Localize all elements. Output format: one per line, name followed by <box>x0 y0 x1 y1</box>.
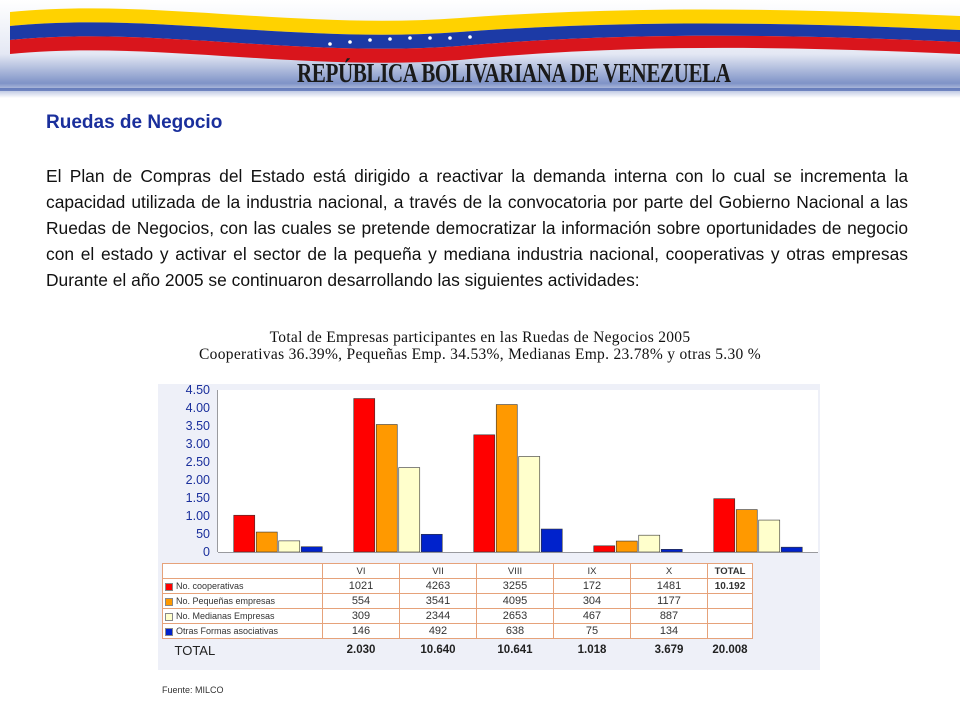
table-cell: 554 <box>323 594 400 609</box>
bar-red-X <box>714 499 735 552</box>
table-row-total <box>708 594 753 609</box>
bar-red-VII <box>354 399 375 552</box>
table-cell: 134 <box>631 624 708 639</box>
total-row-label: TOTAL <box>163 639 323 662</box>
column-total: 10.640 <box>400 639 477 662</box>
section-heading: Ruedas de Negocio <box>46 112 223 133</box>
table-cell: 2653 <box>477 609 554 624</box>
y-tick-label: 4.00 <box>185 401 210 415</box>
table-row-total <box>708 624 753 639</box>
bar-blue-VIII <box>541 529 562 552</box>
y-tick-label: 2.50 <box>185 455 210 469</box>
table-header-cell: X <box>631 564 708 579</box>
column-total: 3.679 <box>631 639 708 662</box>
y-tick-label: 0 <box>203 545 210 559</box>
table-cell: 467 <box>554 609 631 624</box>
table-header-cell: VII <box>400 564 477 579</box>
table-header-row <box>163 564 753 579</box>
table-row <box>163 624 753 639</box>
bar-orange-VI <box>256 532 277 552</box>
bar-chart <box>158 384 820 564</box>
table-header-cell: IX <box>554 564 631 579</box>
table-cell: 1021 <box>323 579 400 594</box>
bar-blue-VI <box>301 547 322 552</box>
bar-cream-X <box>759 520 780 552</box>
table-cell: 887 <box>631 609 708 624</box>
bar-cream-VI <box>279 541 300 552</box>
bar-orange-VIII <box>496 405 517 552</box>
table-cell: 146 <box>323 624 400 639</box>
y-tick-label: 4.50 <box>185 384 210 397</box>
table-row-total: 10.192 <box>708 579 753 594</box>
series-name: No. Pequeñas empresas <box>176 596 276 606</box>
series-label <box>163 609 323 624</box>
legend-swatch-orange <box>165 598 173 606</box>
source-note: Fuente: MILCO <box>162 685 224 695</box>
flag-banner <box>0 0 960 98</box>
bar-cream-VIII <box>519 456 540 552</box>
table-cell: 4263 <box>400 579 477 594</box>
y-tick-label: 3.50 <box>185 419 210 433</box>
column-total: 10.641 <box>477 639 554 662</box>
column-total: 2.030 <box>323 639 400 662</box>
table-cell: 3541 <box>400 594 477 609</box>
legend-swatch-red <box>165 583 173 591</box>
table-header-cell: VI <box>323 564 400 579</box>
series-name: Otras Formas asociativas <box>176 626 279 636</box>
table-cell: 492 <box>400 624 477 639</box>
series-label <box>163 579 323 594</box>
table-row <box>163 594 753 609</box>
banner-title: REPÚBLICA BOLIVARIANA DE VENEZUELA <box>296 58 731 88</box>
y-tick-label: 2.00 <box>185 473 210 487</box>
table-cell: 309 <box>323 609 400 624</box>
table-row <box>163 609 753 624</box>
bar-red-VI <box>234 515 255 552</box>
bar-blue-X <box>781 547 802 552</box>
table-cell: 3255 <box>477 579 554 594</box>
series-label <box>163 624 323 639</box>
table-header-total: TOTAL <box>708 564 753 579</box>
bar-cream-VII <box>399 468 420 552</box>
table-cell: 304 <box>554 594 631 609</box>
table-corner-cell <box>163 564 323 579</box>
bar-red-VIII <box>474 435 495 552</box>
table-cell: 1481 <box>631 579 708 594</box>
column-total: 1.018 <box>554 639 631 662</box>
y-tick-label: 1.00 <box>185 509 210 523</box>
bar-cream-IX <box>639 535 660 552</box>
bar-red-IX <box>594 546 615 552</box>
bar-orange-VII <box>376 425 397 552</box>
y-tick-label: 50 <box>196 527 210 541</box>
chart-subtitle: Cooperativas 36.39%, Pequeñas Emp. 34.53%, Medianas Emp. 23.78% y otras 5.30 % <box>199 346 761 363</box>
series-name: No. Medianas Empresas <box>176 611 275 621</box>
table-header-cell: VIII <box>477 564 554 579</box>
grand-total: 20.008 <box>708 639 753 662</box>
bar-blue-VII <box>421 534 442 552</box>
data-table <box>162 563 753 661</box>
table-cell: 638 <box>477 624 554 639</box>
y-tick-label: 1.50 <box>185 491 210 505</box>
table-cell: 4095 <box>477 594 554 609</box>
bar-orange-IX <box>616 541 637 552</box>
table-row <box>163 579 753 594</box>
legend-swatch-cream <box>165 613 173 621</box>
table-cell: 1177 <box>631 594 708 609</box>
table-row-total <box>708 609 753 624</box>
table-cell: 75 <box>554 624 631 639</box>
series-label <box>163 594 323 609</box>
table-cell: 172 <box>554 579 631 594</box>
body-paragraph: El Plan de Compras del Estado está dirigido a reactivar la demanda interna con lo cual se incrementa la capacidad utilizada de la industria nacional, a través de la convocatoria por parte del Gobierno Nacional a las Ruedas de Negocios, con las cuales se pretende democratizar la información sobre oportunidades de negocio con el estado y activar el sector de la pequeña y mediana industria nacional, cooperativas y otras empresas Durante el año 2005 se continuaron desarrollando las siguientes actividades: <box>46 166 908 290</box>
chart-title: Total de Empresas participantes en las Ruedas de Negocios 2005 <box>269 329 691 346</box>
table-total-row <box>163 639 753 662</box>
bar-blue-IX <box>661 549 682 552</box>
bar-orange-X <box>736 510 757 552</box>
legend-swatch-blue <box>165 628 173 636</box>
table-cell: 2344 <box>400 609 477 624</box>
y-tick-label: 3.00 <box>185 437 210 451</box>
series-name: No. cooperativas <box>176 581 244 591</box>
